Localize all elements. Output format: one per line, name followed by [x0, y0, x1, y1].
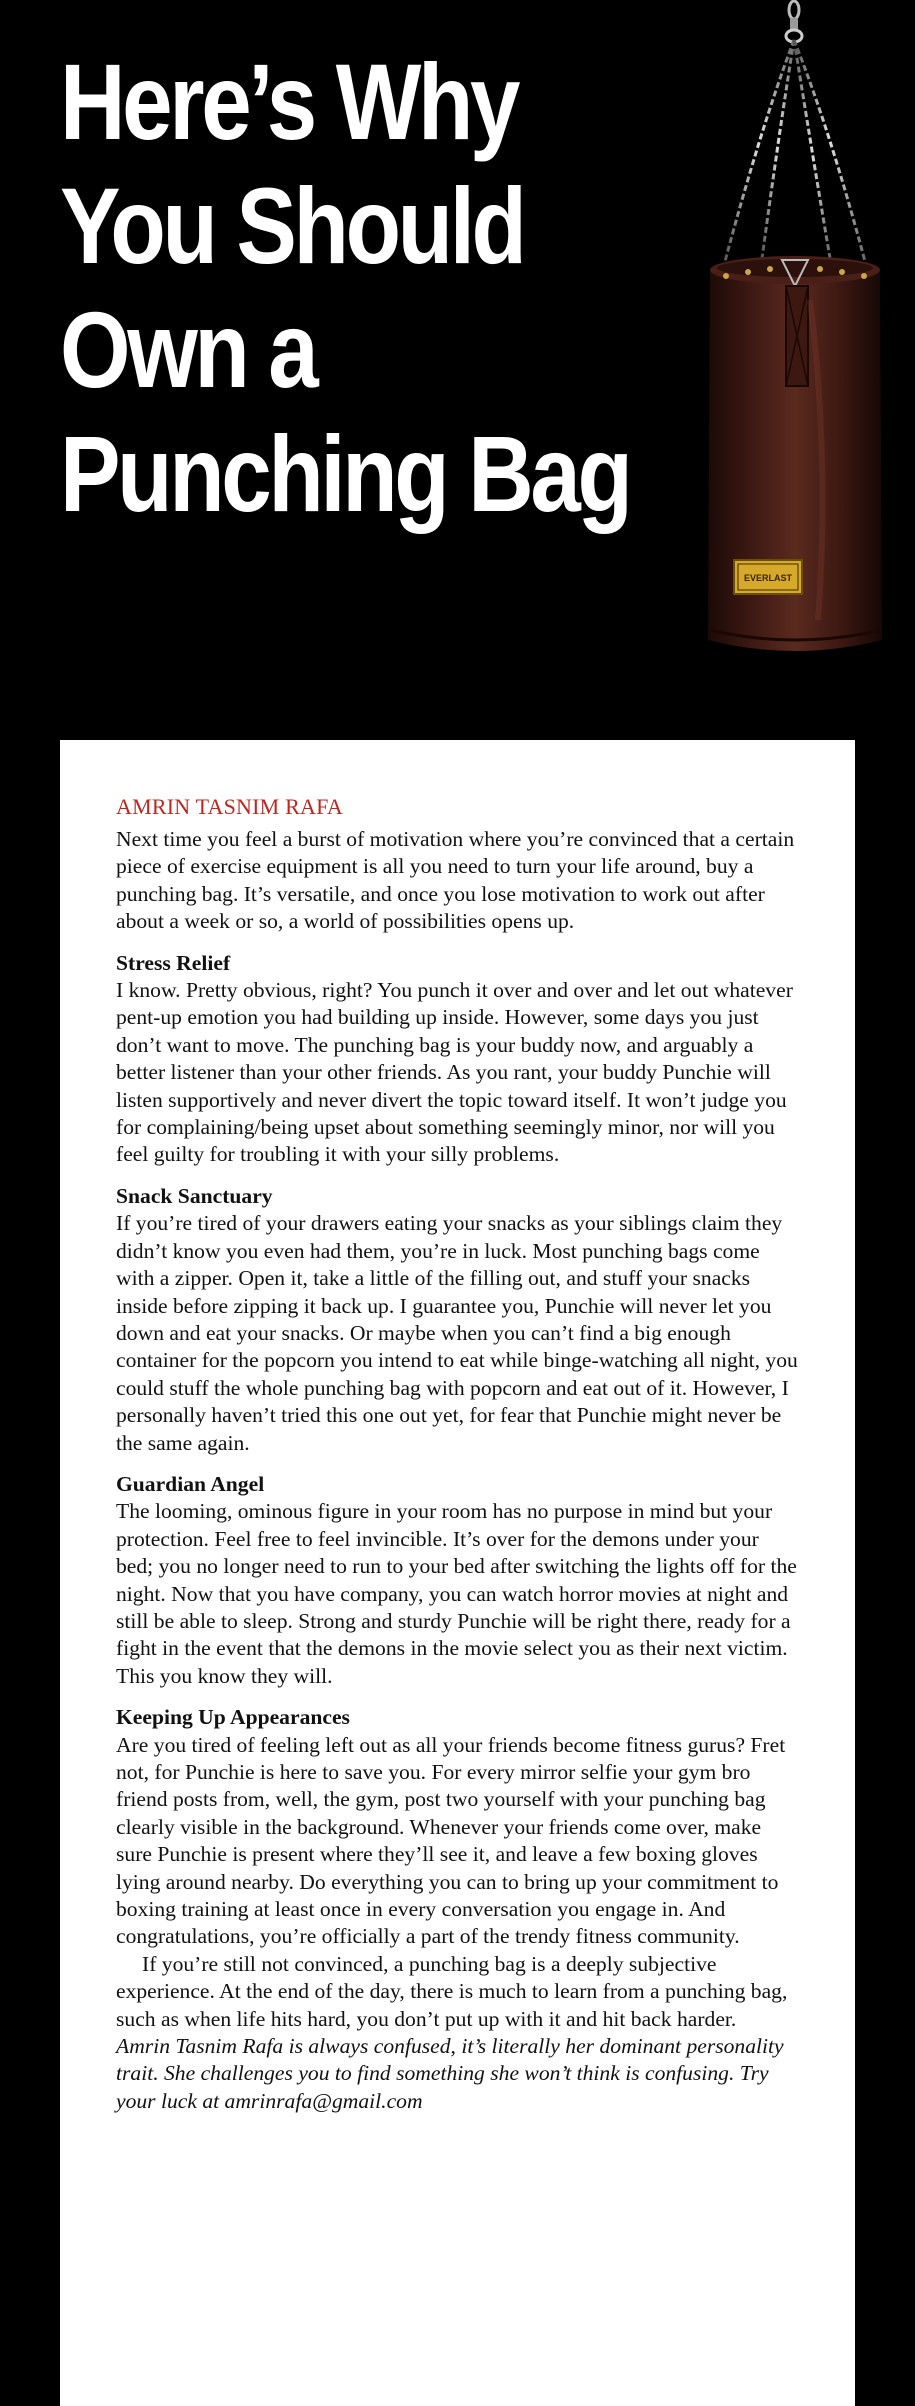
headline-line-2: You Should — [60, 165, 524, 286]
section-guardian-angel — [116, 1471, 799, 1690]
swivel-hook — [786, 1, 802, 42]
punching-bag-illustration — [690, 0, 900, 680]
section-snack-sanctuary — [116, 1183, 799, 1457]
section-keeping-up-appearances — [116, 1704, 799, 2033]
section-heading: Snack Sanctuary — [116, 1183, 273, 1208]
header-banner — [0, 0, 915, 740]
headline-line-3: Own a — [60, 289, 316, 410]
brand-label — [734, 560, 802, 594]
headline-line-4: Punching Bag — [60, 413, 630, 534]
closing-paragraph: If you’re still not convinced, a punching bag is a deeply subjective experience. At the end of the day, there is much to learn from a punching bag, such as when life hits hard, you don’t put up with it and hit back harder. — [116, 1951, 788, 2031]
author-bio: Amrin Tasnim Rafa is always confused, it’s literally her dominant personality trait. She challenges you to find something she won’t think is confusing. Try your luck at amrinrafa@gmail.com — [116, 2034, 784, 2113]
headline-line-1: Here’s Why — [60, 41, 518, 162]
punching-bag-image — [690, 0, 900, 680]
section-text: The looming, ominous figure in your room has no purpose in mind but your protection. Feel free to feel invincible. It’s over for the demons under your bed; you no longer need to run to your bed after switching the lights off for the night. Now that you have company, you can watch horror movies at night and still be able to sleep. Strong and sturdy Punchie will be right there, ready for a fight in the event that the demons in the movie select you as their next victim. This you know they will. — [116, 1499, 797, 1688]
section-text: I know. Pretty obvious, right? You punch it over and over and let out whatever pent-up emotion you had building up inside. However, some days you just don’t want to move. The punching bag is your buddy now, and arguably a better listener than your other friends. As you rant, your buddy Punchie will listen supportively and never divert the topic toward itself. It won’t judge you for complaining/being upset about something seemingly minor, nor will you feel guilty for troubling it with your silly problems. — [116, 978, 793, 1167]
brand-label-text: EVERLAST — [743, 573, 793, 583]
section-text: Are you tired of feeling left out as all your friends become fitness gurus? Fret not, for Punchie is here to save you. For every mirror selfie your gym bro friend posts from, well, the gym, post two yourself with your punching bag clearly visible in the background. Whenever your friends come over, make sure Punchie is present where they’ll see it, and leave a few boxing gloves lying around nearby. Do everything you can to bring up your commitment to boxing training at least once in every conversation you engage in. And congratulations, you’re officially a part of the trendy fitness community. — [116, 1732, 786, 1949]
section-heading: Guardian Angel — [116, 1471, 265, 1496]
section-stress-relief — [116, 950, 799, 1169]
author-byline: AMRIN TASNIM RAFA — [116, 794, 343, 819]
section-text: If you’re tired of your drawers eating your snacks as your siblings claim they didn’t know you even had them, you’re in luck. Most punching bags come with a zipper. Open it, take a little of the filling out, and stuff your snacks inside before zipping it back up. I guarantee you, Punchie will never let you down and eat your snacks. Or maybe when you can’t find a big enough container for the popcorn you intend to eat while binge-watching all night, you could stuff the whole punching bag with popcorn and eat out of it. However, I personally haven’t tried this one out yet, for fear that Punchie might never be the same again. — [116, 1211, 798, 1455]
headline — [60, 40, 630, 536]
chains — [724, 40, 866, 265]
section-heading: Keeping Up Appearances — [116, 1705, 350, 1730]
article-panel — [60, 740, 855, 2406]
intro-paragraph: Next time you feel a burst of motivation where you’re convinced that a certain piece of exercise equipment is all you need to turn your life around, buy a punching bag. It’s versatile, and once you lose motivation to work out after about a week or so, a world of possibilities opens up. — [116, 827, 795, 934]
section-heading: Stress Relief — [116, 950, 231, 975]
